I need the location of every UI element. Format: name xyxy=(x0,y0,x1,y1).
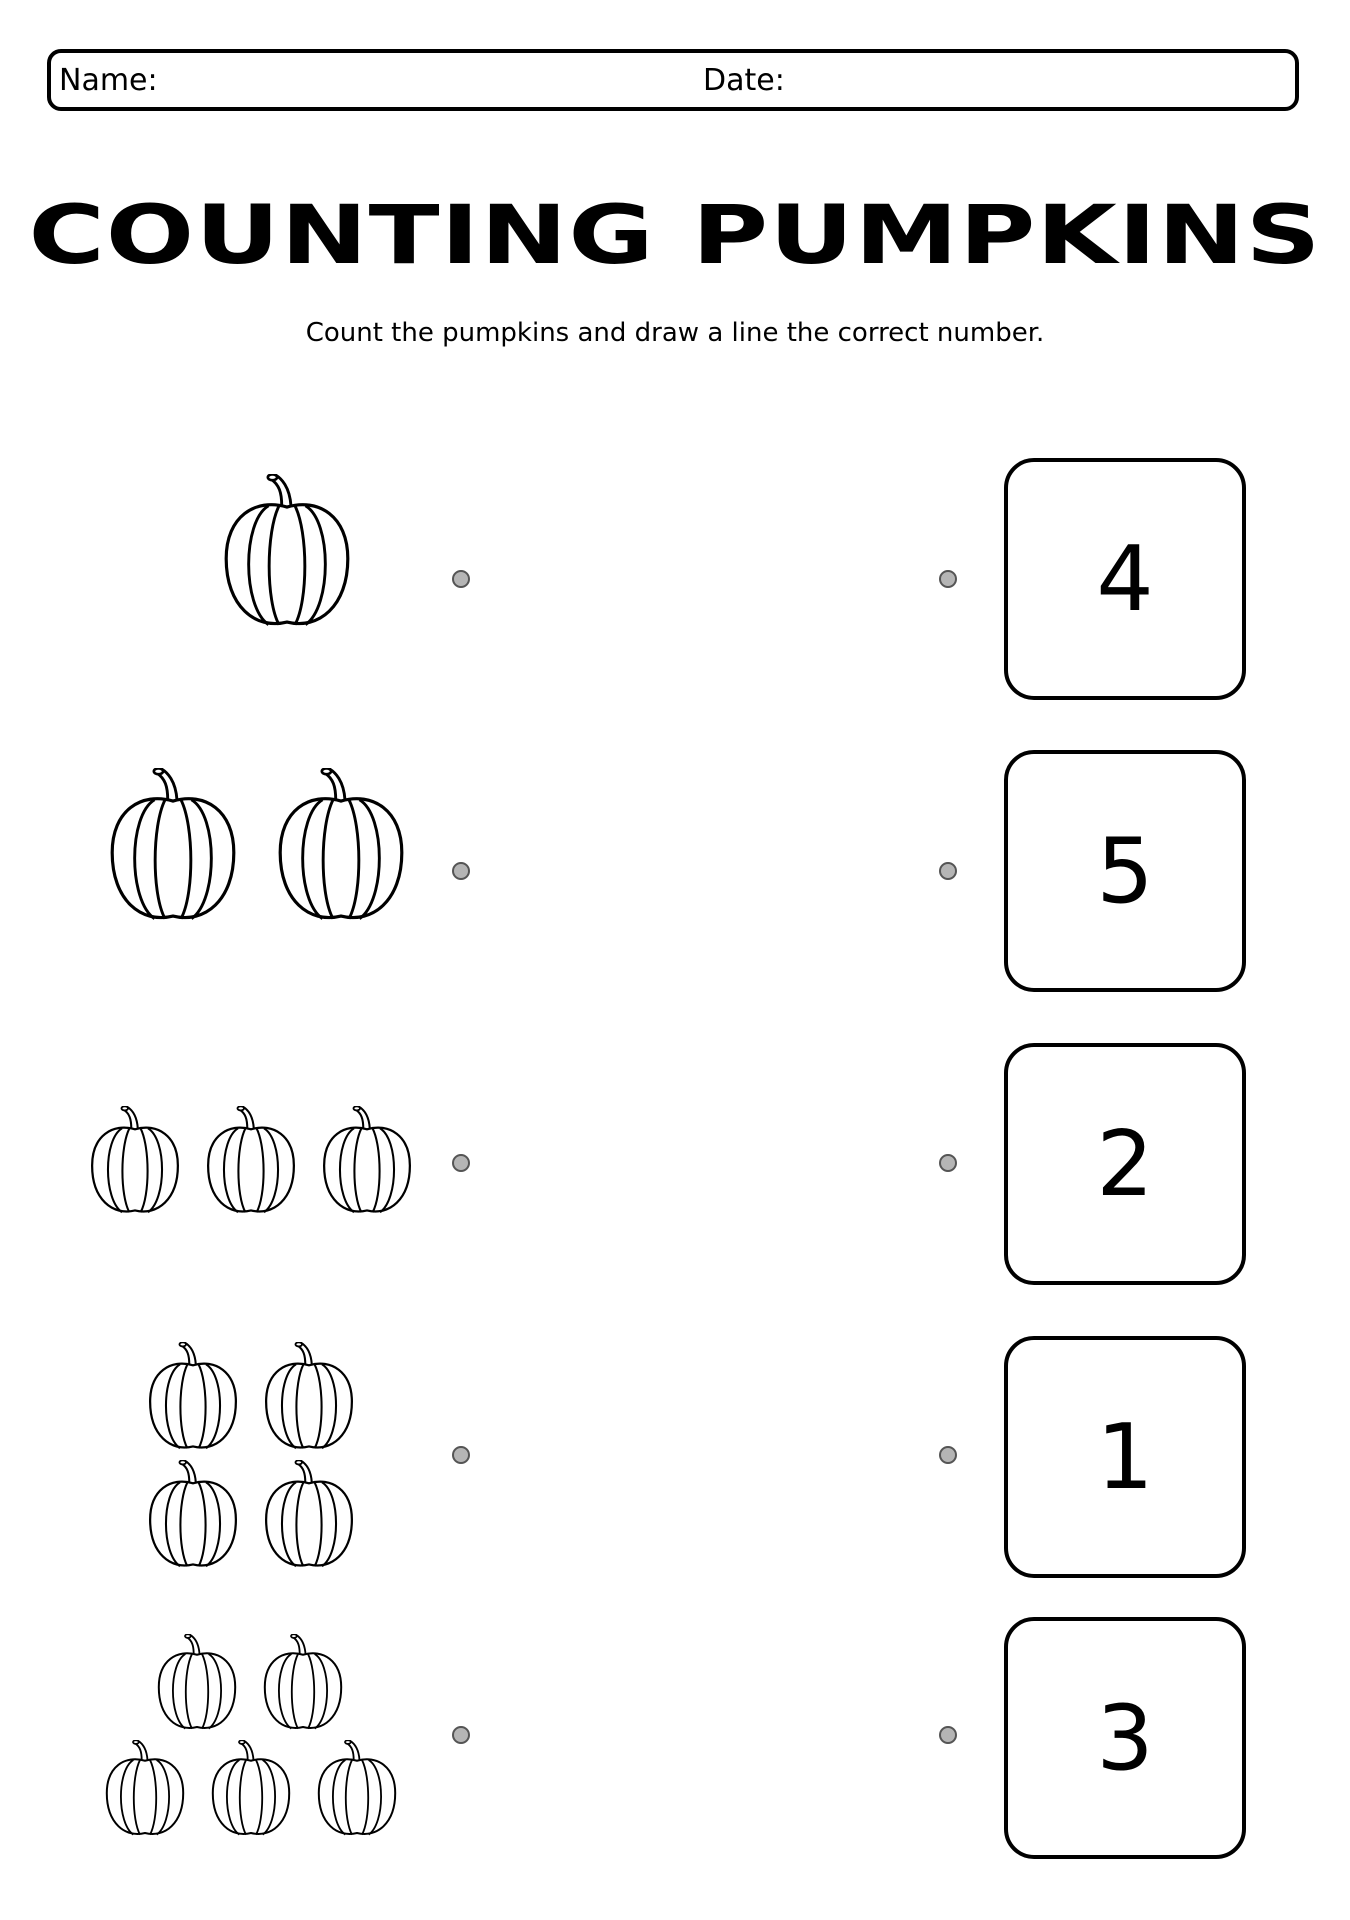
pumpkin-icon xyxy=(96,1740,194,1838)
worksheet-title: COUNTING PUMPKINS xyxy=(28,187,1322,283)
pumpkin-icon xyxy=(254,1342,364,1452)
number-box[interactable] xyxy=(1004,1617,1246,1859)
number-label: 2 xyxy=(1096,1111,1154,1217)
number-label: 5 xyxy=(1096,818,1154,924)
right-connector-dot[interactable] xyxy=(939,862,957,880)
left-connector-dot[interactable] xyxy=(452,862,470,880)
number-box[interactable] xyxy=(1004,1336,1246,1578)
pumpkin-icon xyxy=(208,474,366,630)
number-box[interactable] xyxy=(1004,1043,1246,1285)
left-connector-dot[interactable] xyxy=(452,570,470,588)
left-connector-dot[interactable] xyxy=(452,1726,470,1744)
left-connector-dot[interactable] xyxy=(452,1154,470,1172)
pumpkin-icon xyxy=(94,768,252,924)
number-box[interactable] xyxy=(1004,458,1246,700)
right-connector-dot[interactable] xyxy=(939,1446,957,1464)
pumpkin-icon xyxy=(202,1740,300,1838)
name-label: Name: xyxy=(59,63,158,98)
pumpkin-icon xyxy=(262,768,420,924)
number-label: 3 xyxy=(1096,1685,1154,1791)
number-box[interactable] xyxy=(1004,750,1246,992)
right-connector-dot[interactable] xyxy=(939,1726,957,1744)
pumpkin-icon xyxy=(138,1460,248,1570)
name-date-bar xyxy=(47,49,1299,111)
pumpkin-icon xyxy=(308,1740,406,1838)
pumpkin-icon xyxy=(80,1106,190,1216)
pumpkin-icon xyxy=(138,1342,248,1452)
number-label: 1 xyxy=(1096,1404,1154,1510)
date-label: Date: xyxy=(703,63,785,98)
left-connector-dot[interactable] xyxy=(452,1446,470,1464)
pumpkin-icon xyxy=(254,1460,364,1570)
pumpkin-icon xyxy=(148,1634,246,1732)
pumpkin-icon xyxy=(254,1634,352,1732)
number-label: 4 xyxy=(1096,526,1154,632)
pumpkin-icon xyxy=(312,1106,422,1216)
right-connector-dot[interactable] xyxy=(939,570,957,588)
right-connector-dot[interactable] xyxy=(939,1154,957,1172)
worksheet-instruction: Count the pumpkins and draw a line the correct number. xyxy=(305,318,1045,348)
pumpkin-icon xyxy=(196,1106,306,1216)
